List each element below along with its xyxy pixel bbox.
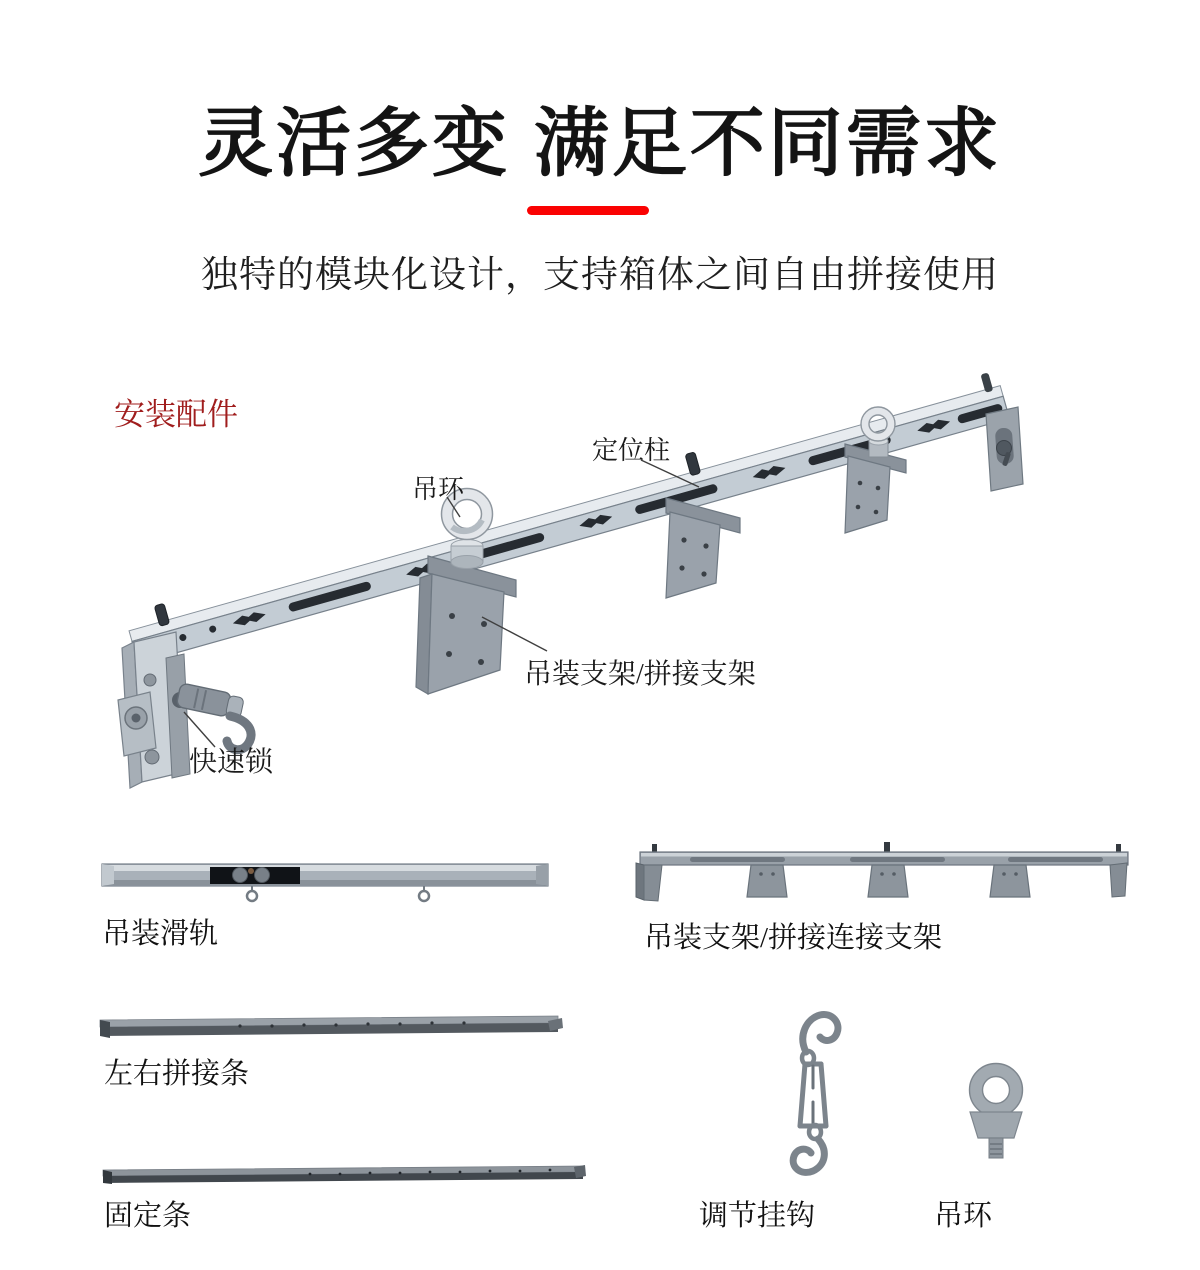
hanging-bracket-1 [416,556,516,694]
adjust-hook-illustration [793,1014,838,1172]
page-title: 灵活多变 满足不同需求 [198,101,1002,185]
callout-quick-lock: 快速锁 [189,747,274,778]
callout-bracket: 吊装支架/拼接支架 [524,659,756,690]
label-slide-rail: 吊装滑轨 [102,918,219,950]
splice-strip-illustration [100,1016,563,1038]
slide-rail-illustration [102,864,548,901]
page-subtitle: 独特的模块化设计，支持箱体之间自由拼接使用 [201,254,999,295]
hanging-bracket-2 [666,498,740,598]
bracket-rail-illustration [636,842,1128,901]
label-lifting-ring: 吊环 [934,1200,993,1232]
label-bracket-rail: 吊装支架/拼接连接支架 [644,922,943,954]
section-heading: 安装配件 [114,397,238,432]
title-underline [527,206,649,215]
fixing-strip-illustration [103,1165,586,1184]
callout-positioning-pin: 定位柱 [592,436,671,465]
label-adjust-hook: 调节挂钩 [699,1200,816,1232]
right-end-plate [986,407,1023,491]
main-assembly-illustration [118,367,1023,788]
callout-lifting-ring: 吊环 [412,475,465,504]
label-fixing-strip: 固定条 [104,1200,192,1232]
lifting-ring-illustration [970,1064,1023,1159]
label-splice-strip: 左右拼接条 [104,1058,250,1090]
